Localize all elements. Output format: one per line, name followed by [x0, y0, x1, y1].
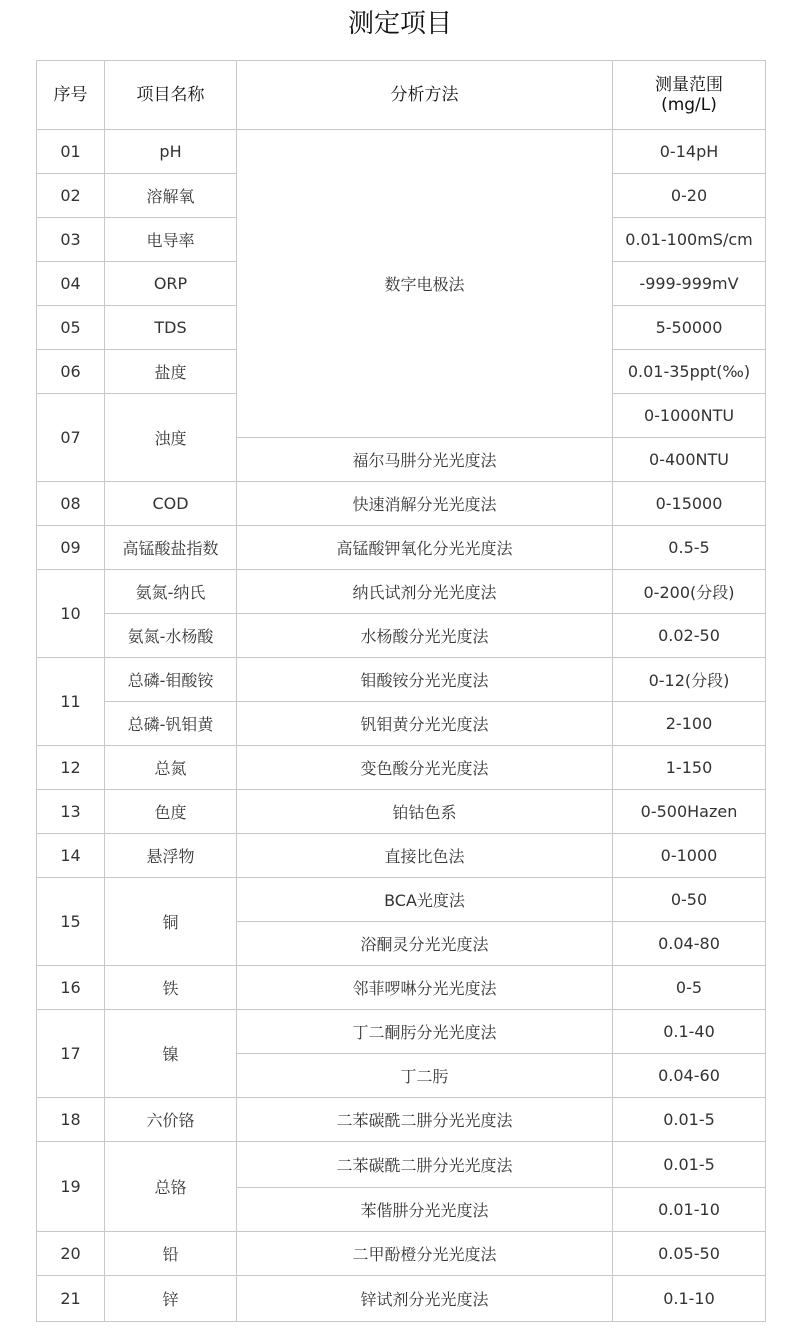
row-item: 总氮	[105, 746, 237, 790]
row-item: 总磷-钼酸铵	[105, 658, 237, 702]
row-index: 17	[37, 1010, 105, 1098]
table-row	[37, 746, 766, 790]
row-index: 12	[37, 746, 105, 790]
row-range: 0-5	[613, 966, 766, 1010]
row-index: 18	[37, 1098, 105, 1142]
row-method: 铂钴色系	[237, 790, 613, 834]
row-index: 05	[37, 306, 105, 350]
row-range: 0.1-10	[613, 1276, 766, 1322]
table-row	[37, 966, 766, 1010]
row-range: 0-500Hazen	[613, 790, 766, 834]
row-index: 20	[37, 1232, 105, 1276]
row-index: 10	[37, 570, 105, 658]
row-range: 0.1-40	[613, 1010, 766, 1054]
row-range: 0.5-5	[613, 526, 766, 570]
row-method: 水杨酸分光光度法	[237, 614, 613, 658]
row-item: TDS	[105, 306, 237, 350]
table-row	[37, 790, 766, 834]
row-range: 0.01-35ppt(‰)	[613, 350, 766, 394]
row-range: 0.01-10	[613, 1188, 766, 1232]
row-method: 快速消解分光光度法	[237, 482, 613, 526]
table-row	[37, 878, 766, 922]
row-method: 苯偕肼分光光度法	[237, 1188, 613, 1232]
row-method: 福尔马肼分光光度法	[237, 438, 613, 482]
row-index: 19	[37, 1142, 105, 1232]
measurement-table	[36, 60, 766, 1322]
row-index: 07	[37, 394, 105, 482]
row-method: BCA光度法	[237, 878, 613, 922]
row-range: 0.01-5	[613, 1098, 766, 1142]
row-item: 锌	[105, 1276, 237, 1322]
row-index: 03	[37, 218, 105, 262]
row-range: 0-1000NTU	[613, 394, 766, 438]
table-row	[37, 702, 766, 746]
header-range-label: 测量范围	[655, 75, 723, 95]
row-method: 纳氏试剂分光光度法	[237, 570, 613, 614]
row-method: 数字电极法	[237, 130, 613, 438]
row-method: 丁二肟	[237, 1054, 613, 1098]
table-row	[37, 658, 766, 702]
row-method: 邻菲啰啉分光光度法	[237, 966, 613, 1010]
row-index: 08	[37, 482, 105, 526]
row-item: 盐度	[105, 350, 237, 394]
table-row	[37, 834, 766, 878]
row-method: 钒钼黄分光光度法	[237, 702, 613, 746]
row-range: 0.04-60	[613, 1054, 766, 1098]
row-item: 铁	[105, 966, 237, 1010]
row-method: 二苯碳酰二肼分光光度法	[237, 1098, 613, 1142]
header-index: 序号	[37, 61, 105, 130]
table-row	[37, 570, 766, 614]
row-item: 高锰酸盐指数	[105, 526, 237, 570]
row-item: 镍	[105, 1010, 237, 1098]
row-index: 14	[37, 834, 105, 878]
row-item: 总磷-钒钼黄	[105, 702, 237, 746]
table-row	[37, 614, 766, 658]
table-row	[37, 526, 766, 570]
row-range: 0.01-100mS/cm	[613, 218, 766, 262]
row-range: 0-1000	[613, 834, 766, 878]
row-item: 总铬	[105, 1142, 237, 1232]
row-item: 色度	[105, 790, 237, 834]
row-range: 0.02-50	[613, 614, 766, 658]
row-range: 0-400NTU	[613, 438, 766, 482]
row-range: 1-150	[613, 746, 766, 790]
header-method: 分析方法	[237, 61, 613, 130]
row-item: 氨氮-纳氏	[105, 570, 237, 614]
row-item: 悬浮物	[105, 834, 237, 878]
row-index: 11	[37, 658, 105, 746]
row-item: 铜	[105, 878, 237, 966]
row-index: 15	[37, 878, 105, 966]
header-range-unit: (mg/L)	[661, 95, 717, 115]
row-range: 0.04-80	[613, 922, 766, 966]
row-index: 09	[37, 526, 105, 570]
row-method: 锌试剂分光光度法	[237, 1276, 613, 1322]
row-range: 5-50000	[613, 306, 766, 350]
table-row	[37, 1142, 766, 1188]
row-method: 丁二酮肟分光光度法	[237, 1010, 613, 1054]
row-item: 溶解氧	[105, 174, 237, 218]
row-item: COD	[105, 482, 237, 526]
row-range: 0-200(分段)	[613, 570, 766, 614]
row-range: 0-15000	[613, 482, 766, 526]
header-range	[613, 61, 766, 130]
table-header-row	[37, 61, 766, 130]
row-range: 0-20	[613, 174, 766, 218]
row-method: 直接比色法	[237, 834, 613, 878]
row-method: 二甲酚橙分光光度法	[237, 1232, 613, 1276]
row-item: 铅	[105, 1232, 237, 1276]
row-index: 02	[37, 174, 105, 218]
row-range: -999-999mV	[613, 262, 766, 306]
row-range: 0.01-5	[613, 1142, 766, 1188]
table-row	[37, 130, 766, 174]
row-range: 0.05-50	[613, 1232, 766, 1276]
row-item: 氨氮-水杨酸	[105, 614, 237, 658]
row-item: 六价铬	[105, 1098, 237, 1142]
row-index: 06	[37, 350, 105, 394]
row-item: 电导率	[105, 218, 237, 262]
row-range: 0-50	[613, 878, 766, 922]
table-row	[37, 482, 766, 526]
row-index: 04	[37, 262, 105, 306]
row-method: 高锰酸钾氧化分光光度法	[237, 526, 613, 570]
row-method: 钼酸铵分光光度法	[237, 658, 613, 702]
row-range: 0-14pH	[613, 130, 766, 174]
row-method: 二苯碳酰二肼分光光度法	[237, 1142, 613, 1188]
table-row	[37, 1010, 766, 1054]
row-range: 0-12(分段)	[613, 658, 766, 702]
row-method: 变色酸分光光度法	[237, 746, 613, 790]
table-row	[37, 1232, 766, 1276]
table-row	[37, 1276, 766, 1322]
row-range: 2-100	[613, 702, 766, 746]
row-item: 浊度	[105, 394, 237, 482]
page-title: 测定项目	[347, 9, 452, 39]
row-index: 01	[37, 130, 105, 174]
row-index: 16	[37, 966, 105, 1010]
row-index: 21	[37, 1276, 105, 1322]
row-item: ORP	[105, 262, 237, 306]
row-item: pH	[105, 130, 237, 174]
table-row	[37, 1098, 766, 1142]
row-index: 13	[37, 790, 105, 834]
row-method: 浴酮灵分光光度法	[237, 922, 613, 966]
header-item: 项目名称	[105, 61, 237, 130]
